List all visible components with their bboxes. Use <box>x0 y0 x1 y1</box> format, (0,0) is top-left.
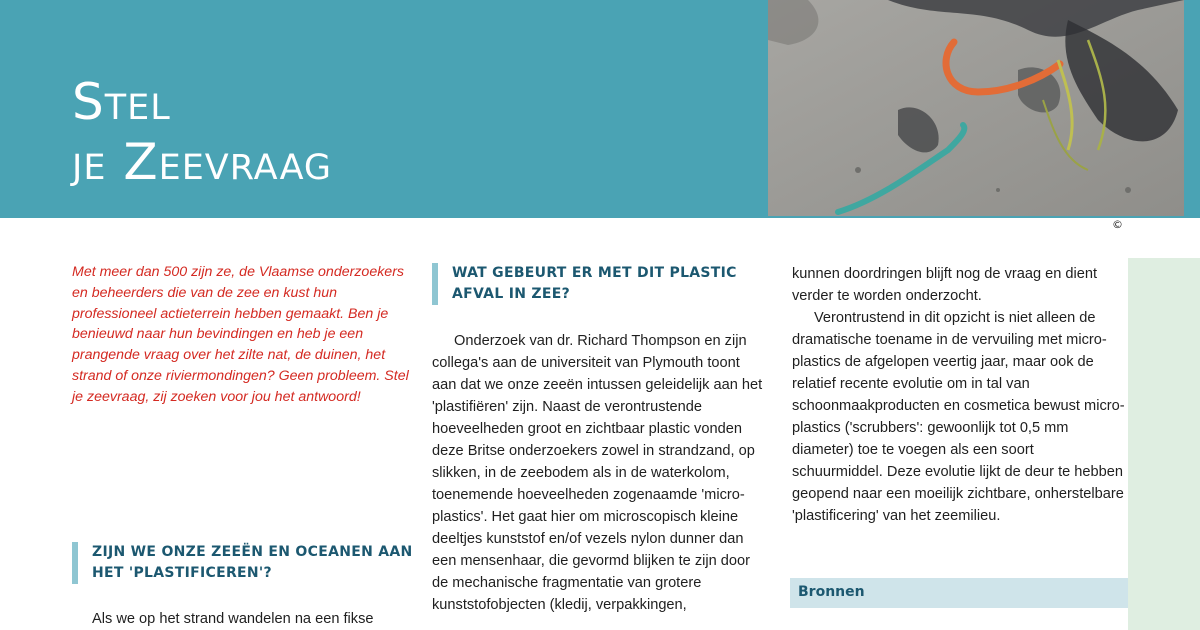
section-heading-plastificeren: ZIJN WE ONZE ZEEËN EN OCEANEN AAN HET 'PLASTIFICEREN'? <box>72 542 422 584</box>
page-title-line-2: je Zeevraag <box>72 133 333 191</box>
body-text: Als we op het strand wandelen na een fikse <box>92 611 374 627</box>
page-title-line-1: Stel <box>72 73 171 131</box>
intro-text: Met meer dan 500 zijn ze, de Vlaamse onderzoekers en beheerders die van de zee en kust hun professioneel actieterrein hebben gemaakt. Ben je benieuwd naar hun bevindingen en heb je een prangende vraag over het zilte nat, de duinen, het strand of onze riviermondingen? Geen probleem. Stel je zeevraag, zij zoeken voor jou het antwoord! <box>72 264 409 405</box>
page-title <box>72 72 332 192</box>
body-text: Onderzoek van dr. Richard Thompson en zijn collega's aan de universiteit van Plymouth toont aan dat we onze zeeën intussen geleidelijk aan het 'plastifiëren' zijn. Naast de verontrustende hoeveelheden groot en zichtbaar plastic vonden deze Britse onderzoekers zowel in strandzand, op slikken, in de zeebodem als in de waterkolom, toenemende hoeveelheden zogenaamde 'micro-plastics'. Het gaat hier om microscopisch kleine deeltjes kunststof en/of vezels nylon dunner dan een mensenhaar, die gevormd blijken te zijn door de mechanische fragmentatie van grotere kunststofobjecten (kledij, verpakkingen, <box>432 333 763 613</box>
column-3-body <box>792 263 1128 527</box>
photo-credit: © <box>1112 218 1123 231</box>
body-text: Verontrustend in dit opzicht is niet alleen de dramatische toename in de vervuiling met micro-plastics de afgelopen veertig jaar, maar ook de relatief recente evolutie om in tal van schoonmaakproducten en cosmetica bewust micro-plastics ('scrubbers': gewoonlijk tot 0,5 mm diameter) toe te voegen als een soort schuurmiddel. Deze evolutie lijkt de deur te hebben geopend naar een moeilijk zichtbare, onherstelbare 'plastificering' van het zeemilieu. <box>792 310 1125 524</box>
side-panel <box>1128 258 1200 630</box>
column-2-body <box>432 330 768 616</box>
section-heading-plastic-afval: WAT GEBEURT ER MET DIT PLASTIC AFVAL IN ZEE? <box>432 263 772 305</box>
beach-plastic-photo <box>768 0 1184 216</box>
body-text: kunnen doordringen blijft nog de vraag en dient verder te worden onderzocht. <box>792 266 1098 304</box>
sources-heading: Bronnen <box>798 584 865 600</box>
sources-box <box>790 578 1128 608</box>
column-1-body <box>92 608 422 630</box>
beach-debris-image <box>768 0 1184 216</box>
